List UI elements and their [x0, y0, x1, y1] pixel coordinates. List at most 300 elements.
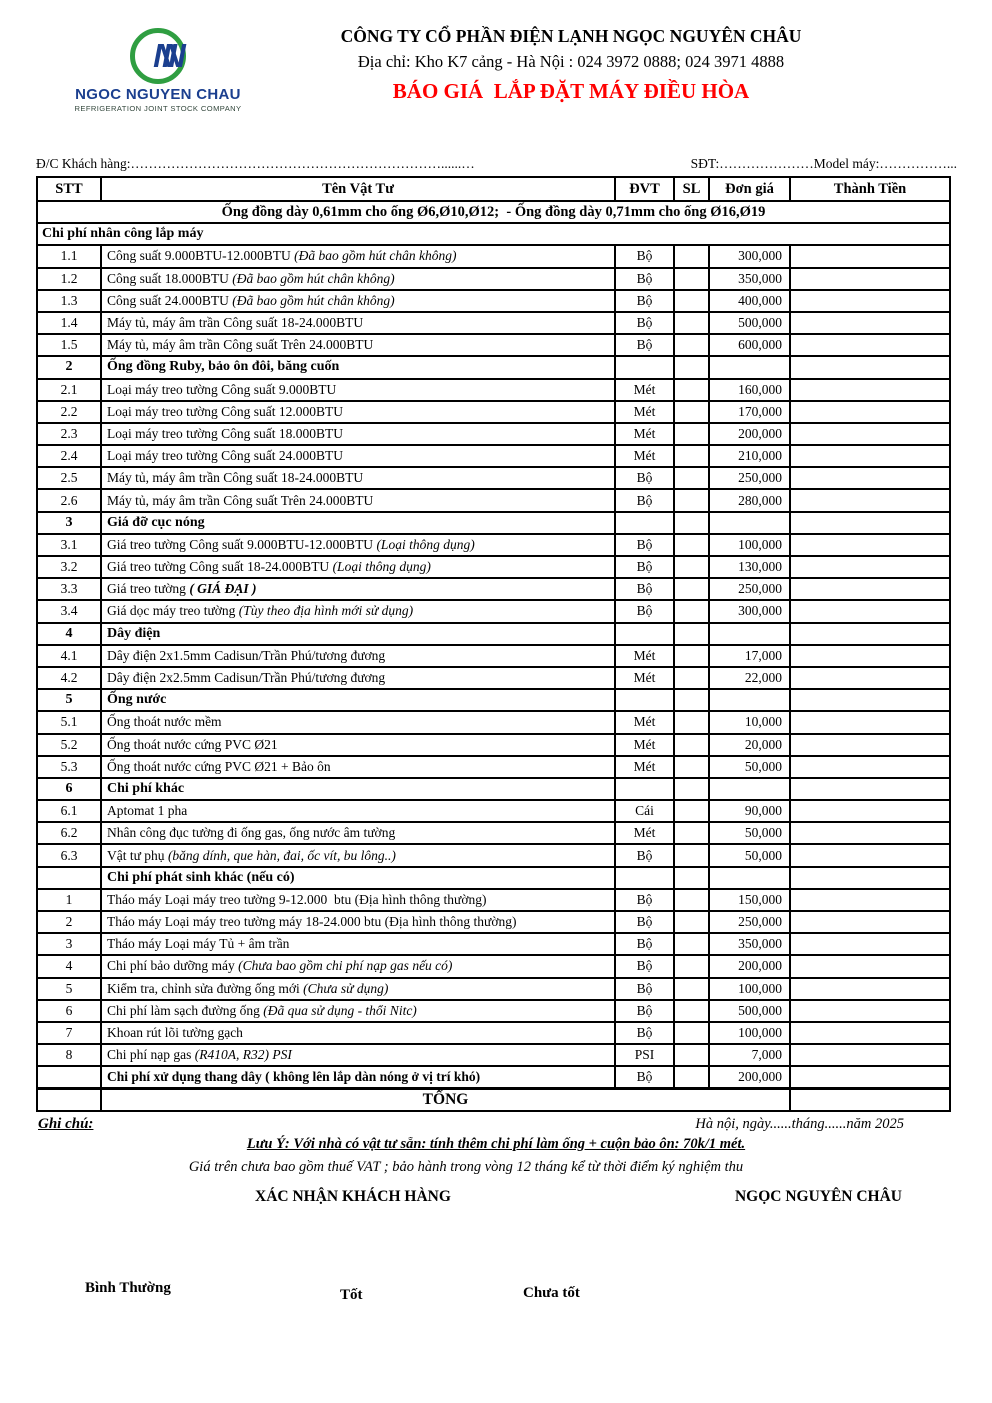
- col-don-gia: [709, 512, 790, 534]
- col-sl: [674, 667, 709, 689]
- col-dvt: Bộ: [615, 844, 674, 866]
- table-row: [37, 978, 950, 1000]
- col-sl: [674, 911, 709, 933]
- logo-company-name: NGOC NGUYEN CHAU: [75, 86, 241, 103]
- item-name: [101, 822, 615, 844]
- item-name-segment: ( GIÁ ĐẠI ): [189, 581, 257, 597]
- table-row: [37, 778, 950, 800]
- table-row: [37, 245, 950, 267]
- col-dvt: Bộ: [615, 467, 674, 489]
- col-thanh-tien: [790, 734, 950, 756]
- item-name: [101, 290, 615, 312]
- col-don-gia: 250,000: [709, 911, 790, 933]
- col-stt: 5: [37, 689, 101, 711]
- item-name-segment: Chi phí làm sạch đường ống: [107, 1002, 264, 1018]
- table-row: [37, 578, 950, 600]
- document-title: BÁO GIÁ LẮP ĐẶT MÁY ĐIỀU HÒA: [392, 79, 750, 103]
- col-sl: [674, 623, 709, 645]
- table-row: [37, 711, 950, 733]
- header-row: [37, 177, 950, 201]
- col-stt: 2.1: [37, 379, 101, 401]
- col-sl: [674, 467, 709, 489]
- col-sl: [674, 645, 709, 667]
- col-sl: [674, 401, 709, 423]
- col-dvt: Bộ: [615, 889, 674, 911]
- col-dvt: Bộ: [615, 1000, 674, 1022]
- col-don-gia: [709, 623, 790, 645]
- item-name: [101, 334, 615, 356]
- table-row: [37, 600, 950, 622]
- item-name: [101, 800, 615, 822]
- item-name-segment: Công suất 18.000BTU: [107, 270, 233, 286]
- item-name-segment: Khoan rút lõi tường gạch: [107, 1025, 243, 1041]
- col-stt: 6.3: [37, 844, 101, 866]
- col-sl: [674, 1044, 709, 1066]
- col-stt: 2: [37, 911, 101, 933]
- item-name: [101, 423, 615, 445]
- col-stt: 3: [37, 933, 101, 955]
- table-row: [37, 623, 950, 645]
- col-stt: 1.3: [37, 290, 101, 312]
- col-dvt: Mét: [615, 734, 674, 756]
- table-row: [37, 667, 950, 689]
- col-dvt: Bộ: [615, 1066, 674, 1088]
- col-stt: 5.2: [37, 734, 101, 756]
- item-name-segment: (Chưa bao gồm chi phí nạp gas nếu có): [238, 958, 453, 974]
- col-sl: [674, 379, 709, 401]
- table-row: [37, 822, 950, 844]
- column-header-0: STT: [37, 177, 101, 201]
- item-name-segment: (Đã qua sử dụng - thổi Nitc): [263, 1002, 417, 1018]
- col-stt: 3.2: [37, 556, 101, 578]
- col-thanh-tien: [790, 822, 950, 844]
- table-row: [37, 689, 950, 711]
- col-sl: [674, 290, 709, 312]
- col-thanh-tien: [790, 689, 950, 711]
- item-name-segment: Máy tủ, máy âm trần Công suất Trên 24.000BTU: [107, 492, 374, 508]
- item-name-segment: Tháo máy Loại máy treo tường máy 18-24.000 btu (Địa hình thông thường): [107, 914, 517, 930]
- col-stt: 3.4: [37, 600, 101, 622]
- col-thanh-tien: [790, 578, 950, 600]
- notes-label: Ghi chú:: [38, 1115, 94, 1132]
- col-thanh-tien: [790, 290, 950, 312]
- table-row: [37, 356, 950, 378]
- item-name: [101, 645, 615, 667]
- col-thanh-tien: [790, 889, 950, 911]
- item-name: [101, 268, 615, 290]
- item-name: [101, 889, 615, 911]
- item-name-segment: (Đã bao gồm hút chân không): [294, 248, 457, 264]
- item-name-segment: Loại máy treo tường Công suất 12.000BTU: [107, 403, 344, 419]
- col-thanh-tien: [790, 512, 950, 534]
- col-dvt: Bộ: [615, 1022, 674, 1044]
- col-sl: [674, 889, 709, 911]
- col-don-gia: 500,000: [709, 1000, 790, 1022]
- col-dvt: Bộ: [615, 911, 674, 933]
- col-stt: 1: [37, 889, 101, 911]
- item-name-segment: Nhân công đục tường đi ống gas, ống nước âm tường: [107, 825, 396, 841]
- col-stt: 5: [37, 978, 101, 1000]
- table-row: [37, 401, 950, 423]
- col-don-gia: [709, 356, 790, 378]
- table-row: [37, 1089, 950, 1111]
- total-label: TỔNG: [101, 1089, 790, 1111]
- col-dvt: Mét: [615, 445, 674, 467]
- col-dvt: [615, 867, 674, 889]
- item-name: [101, 1066, 615, 1088]
- col-thanh-tien: [790, 534, 950, 556]
- item-name: [101, 379, 615, 401]
- col-stt: 1.4: [37, 312, 101, 334]
- col-stt: 6: [37, 1000, 101, 1022]
- col-sl: [674, 800, 709, 822]
- logo-tagline: REFRIGERATION JOINT STOCK COMPANY: [74, 104, 242, 113]
- col-don-gia: [709, 867, 790, 889]
- section-title: Giá đỡ cục nóng: [101, 512, 615, 534]
- item-name: [101, 756, 615, 778]
- col-dvt: [615, 512, 674, 534]
- item-name: [101, 734, 615, 756]
- col-sl: [674, 578, 709, 600]
- col-don-gia: 22,000: [709, 667, 790, 689]
- col-stt: 2.3: [37, 423, 101, 445]
- col-don-gia: 100,000: [709, 1022, 790, 1044]
- col-dvt: Mét: [615, 822, 674, 844]
- table-row: [37, 756, 950, 778]
- table-row: [37, 201, 950, 223]
- table-row: [37, 223, 950, 245]
- col-thanh-tien: [790, 667, 950, 689]
- table-row: [37, 489, 950, 511]
- document-header: [0, 0, 992, 150]
- col-stt: 1.5: [37, 334, 101, 356]
- item-name: [101, 911, 615, 933]
- col-stt: 3.3: [37, 578, 101, 600]
- col-dvt: [615, 689, 674, 711]
- col-thanh-tien: [790, 268, 950, 290]
- col-dvt: Bộ: [615, 600, 674, 622]
- table-row: [37, 1044, 950, 1066]
- col-dvt: Bộ: [615, 978, 674, 1000]
- col-sl: [674, 756, 709, 778]
- attention-note: Lưu Ý: Với nhà có vật tư sẵn: tính thêm chi phí làm ống + cuộn bảo ôn: 70k/1 mét.: [246, 1135, 746, 1152]
- col-sl: [674, 245, 709, 267]
- company-signature-label: NGỌC NGUYÊN CHÂU: [734, 1187, 902, 1205]
- col-stt: 5.3: [37, 756, 101, 778]
- item-name: [101, 556, 615, 578]
- col-stt: 6.1: [37, 800, 101, 822]
- col-dvt: Bộ: [615, 578, 674, 600]
- col-don-gia: 280,000: [709, 489, 790, 511]
- col-don-gia: 100,000: [709, 978, 790, 1000]
- table-row: [37, 512, 950, 534]
- item-name-segment: Loại máy treo tường Công suất 9.000BTU: [107, 381, 337, 397]
- col-sl: [674, 1022, 709, 1044]
- item-name-segment: Máy tủ, máy âm trần Công suất 18-24.000BTU: [107, 315, 364, 331]
- col-stt: 7: [37, 1022, 101, 1044]
- phone-label: SĐT:: [690, 156, 720, 171]
- col-don-gia: 250,000: [709, 578, 790, 600]
- col-thanh-tien: [790, 756, 950, 778]
- column-header-2: ĐVT: [615, 177, 674, 201]
- col-thanh-tien: [790, 467, 950, 489]
- quote-table-body: [37, 201, 950, 1111]
- table-row: [37, 423, 950, 445]
- column-header-5: Thành Tiền: [790, 177, 950, 201]
- col-don-gia: 400,000: [709, 290, 790, 312]
- col-thanh-tien: [790, 911, 950, 933]
- col-dvt: Mét: [615, 401, 674, 423]
- col-stt: 4: [37, 955, 101, 977]
- logo-monogram-letters: NN: [153, 37, 171, 74]
- col-don-gia: 200,000: [709, 1066, 790, 1088]
- col-dvt: Mét: [615, 645, 674, 667]
- col-thanh-tien: [790, 1022, 950, 1044]
- col-don-gia: 200,000: [709, 423, 790, 445]
- column-header-4: Đơn giá: [709, 177, 790, 201]
- item-name-segment: Công suất 9.000BTU-12.000BTU: [107, 248, 295, 264]
- col-sl: [674, 689, 709, 711]
- col-thanh-tien: [790, 844, 950, 866]
- col-stt: 6: [37, 778, 101, 800]
- col-don-gia: 300,000: [709, 600, 790, 622]
- item-name-segment: Chi phí bảo dưỡng máy: [107, 958, 239, 974]
- model-fill-dots: ……………...: [879, 156, 957, 171]
- col-sl: [674, 933, 709, 955]
- column-header-3: SL: [674, 177, 709, 201]
- item-name-segment: (R410A, R32) PSI: [194, 1047, 292, 1063]
- col-thanh-tien: [790, 933, 950, 955]
- col-stt: 2.6: [37, 489, 101, 511]
- col-don-gia: 250,000: [709, 467, 790, 489]
- notes-date-row: [38, 1116, 904, 1133]
- model-label: Model máy:: [813, 156, 880, 171]
- col-sl: [674, 556, 709, 578]
- col-sl: [674, 356, 709, 378]
- company-logo: [58, 28, 258, 113]
- col-sl: [674, 844, 709, 866]
- table-row: [37, 290, 950, 312]
- col-dvt: [615, 778, 674, 800]
- col-stt: 2.5: [37, 467, 101, 489]
- table-row: [37, 334, 950, 356]
- col-sl: [674, 312, 709, 334]
- item-name-segment: Loại máy treo tường Công suất 18.000BTU: [107, 425, 344, 441]
- col-sl: [674, 711, 709, 733]
- col-thanh-tien: [790, 356, 950, 378]
- item-name-segment: Máy tủ, máy âm trần Công suất 18-24.000BTU: [107, 470, 364, 486]
- item-name-segment: (Tùy theo địa hình mới sử dụng): [238, 603, 414, 619]
- item-name: [101, 844, 615, 866]
- table-row: [37, 889, 950, 911]
- table-row: [37, 1066, 950, 1088]
- col-sl: [674, 489, 709, 511]
- item-name: [101, 978, 615, 1000]
- rating-option-good: Tốt: [340, 1287, 363, 1303]
- col-don-gia: [709, 689, 790, 711]
- item-name: [101, 312, 615, 334]
- header-text-block: [150, 20, 992, 104]
- col-stt: 4.2: [37, 667, 101, 689]
- col-thanh-tien: [790, 623, 950, 645]
- item-name-segment: (Loại thông dụng): [332, 559, 431, 575]
- item-name: [101, 1044, 615, 1066]
- col-dvt: Mét: [615, 423, 674, 445]
- col-stt: [37, 867, 101, 889]
- item-name-segment: Giá treo tường Công suất 18-24.000BTU: [107, 559, 333, 575]
- col-dvt: Bộ: [615, 245, 674, 267]
- col-thanh-tien: [790, 334, 950, 356]
- col-thanh-tien: [790, 445, 950, 467]
- customer-label: Đ/C Khách hàng:: [36, 156, 131, 171]
- col-sl: [674, 423, 709, 445]
- table-row: [37, 955, 950, 977]
- col-sl: [674, 600, 709, 622]
- col-thanh-tien: [790, 556, 950, 578]
- customer-info-line: [36, 156, 957, 172]
- item-name-segment: (Chưa sử dụng): [303, 980, 389, 996]
- col-don-gia: 50,000: [709, 844, 790, 866]
- item-name-segment: Kiểm tra, chỉnh sửa đường ống mới: [107, 980, 304, 996]
- section-title: Dây điện: [101, 623, 615, 645]
- col-thanh-tien: [790, 489, 950, 511]
- table-row: [37, 800, 950, 822]
- item-name-segment: Ống thoát nước mềm: [107, 714, 222, 730]
- col-thanh-tien: [790, 955, 950, 977]
- table-row: [37, 844, 950, 866]
- item-name-segment: Tháo máy Loại máy Tủ + âm trần: [107, 936, 290, 952]
- item-name-segment: Loại máy treo tường Công suất 24.000BTU: [107, 448, 344, 464]
- col-thanh-tien: [790, 379, 950, 401]
- col-thanh-tien: [790, 867, 950, 889]
- item-name-segment: Công suất 24.000BTU: [107, 292, 233, 308]
- col-dvt: Bộ: [615, 334, 674, 356]
- item-name-segment: Tháo máy Loại máy treo tường 9-12.000 btu (Địa hình thông thường): [107, 891, 487, 907]
- col-stt: 3.1: [37, 534, 101, 556]
- table-row: [37, 1022, 950, 1044]
- item-name-segment: Giá treo tường Công suất 9.000BTU-12.000BTU: [107, 536, 377, 552]
- item-name-segment: Chi phí nạp gas: [107, 1047, 195, 1063]
- col-sl: [674, 1000, 709, 1022]
- col-dvt: Cái: [615, 800, 674, 822]
- col-thanh-tien: [790, 711, 950, 733]
- rating-option-not-good: Chưa tốt: [523, 1285, 580, 1301]
- col-stt: 5.1: [37, 711, 101, 733]
- table-row: [37, 268, 950, 290]
- item-name: [101, 578, 615, 600]
- date-line: Hà nội, ngày......tháng......năm 2025: [695, 1115, 904, 1132]
- section-title: Ống đồng Ruby, bảo ôn đôi, băng cuốn: [101, 356, 615, 378]
- col-dvt: Bộ: [615, 933, 674, 955]
- col-stt: [37, 1089, 101, 1111]
- col-sl: [674, 778, 709, 800]
- col-dvt: Bộ: [615, 268, 674, 290]
- col-sl: [674, 867, 709, 889]
- col-don-gia: 20,000: [709, 734, 790, 756]
- col-dvt: PSI: [615, 1044, 674, 1066]
- col-dvt: Bộ: [615, 556, 674, 578]
- col-don-gia: 150,000: [709, 889, 790, 911]
- item-name-segment: Ống thoát nước cứng PVC Ø21 + Bảo ôn: [107, 758, 331, 774]
- col-don-gia: 350,000: [709, 933, 790, 955]
- col-don-gia: 17,000: [709, 645, 790, 667]
- item-name: [101, 1022, 615, 1044]
- col-don-gia: 130,000: [709, 556, 790, 578]
- col-sl: [674, 822, 709, 844]
- customer-signature-label: XÁC NHẬN KHÁCH HÀNG: [255, 1187, 451, 1205]
- col-thanh-tien: [790, 778, 950, 800]
- item-name-segment: Aptomat 1 pha: [107, 803, 188, 819]
- item-name-segment: (Loại thông dụng): [376, 536, 475, 552]
- item-name: [101, 933, 615, 955]
- table-row: [37, 312, 950, 334]
- phone-fill-dots: …………………: [719, 156, 814, 171]
- col-dvt: [615, 356, 674, 378]
- col-don-gia: 170,000: [709, 401, 790, 423]
- col-stt: 4: [37, 623, 101, 645]
- col-sl: [674, 955, 709, 977]
- item-name-segment: Giá treo tường: [107, 581, 190, 597]
- item-name: [101, 445, 615, 467]
- table-row: [37, 911, 950, 933]
- col-dvt: Mét: [615, 667, 674, 689]
- table-row: [37, 645, 950, 667]
- col-stt: [37, 1066, 101, 1088]
- col-thanh-tien: [790, 245, 950, 267]
- quote-table: [36, 176, 951, 1112]
- col-stt: 1.1: [37, 245, 101, 267]
- col-don-gia: 50,000: [709, 756, 790, 778]
- col-dvt: Bộ: [615, 534, 674, 556]
- col-thanh-tien: [790, 645, 950, 667]
- logo-monogram-icon: [130, 28, 186, 84]
- col-sl: [674, 1066, 709, 1088]
- item-name: [101, 534, 615, 556]
- table-row: [37, 867, 950, 889]
- column-header-1: Tên Vật Tư: [101, 177, 615, 201]
- item-name-segment: Máy tủ, máy âm trần Công suất Trên 24.000BTU: [107, 337, 374, 353]
- item-name-segment: Ống thoát nước cứng PVC Ø21: [107, 736, 278, 752]
- item-name: [101, 489, 615, 511]
- col-dvt: Bộ: [615, 489, 674, 511]
- col-sl: [674, 734, 709, 756]
- col-thanh-tien: [790, 401, 950, 423]
- col-sl: [674, 334, 709, 356]
- col-don-gia: 210,000: [709, 445, 790, 467]
- col-sl: [674, 534, 709, 556]
- customer-fill-dots: ……………………………………………………………......…: [130, 156, 475, 171]
- col-sl: [674, 978, 709, 1000]
- item-name: [101, 245, 615, 267]
- col-thanh-tien: [790, 423, 950, 445]
- col-stt: 6.2: [37, 822, 101, 844]
- pipe-spec-note: Ống đồng dày 0,61mm cho ống Ø6,Ø10,Ø12; - Ống đồng dày 0,71mm cho ống Ø16,Ø19: [37, 201, 950, 223]
- col-thanh-tien: [790, 1066, 950, 1088]
- table-row: [37, 933, 950, 955]
- col-stt: 2.4: [37, 445, 101, 467]
- col-don-gia: 350,000: [709, 268, 790, 290]
- company-address: Địa chỉ: Kho K7 cảng - Hà Nội : 024 3972 0888; 024 3971 4888: [357, 52, 785, 71]
- quote-table-head: [37, 177, 950, 201]
- item-name-segment: Dây điện 2x1.5mm Cadisun/Trần Phú/tương đương: [107, 647, 386, 663]
- section-title: Ống nước: [101, 689, 615, 711]
- col-stt: 3: [37, 512, 101, 534]
- col-thanh-tien: [790, 1000, 950, 1022]
- table-row: [37, 556, 950, 578]
- col-thanh-tien: [790, 800, 950, 822]
- item-name: [101, 467, 615, 489]
- col-don-gia: 160,000: [709, 379, 790, 401]
